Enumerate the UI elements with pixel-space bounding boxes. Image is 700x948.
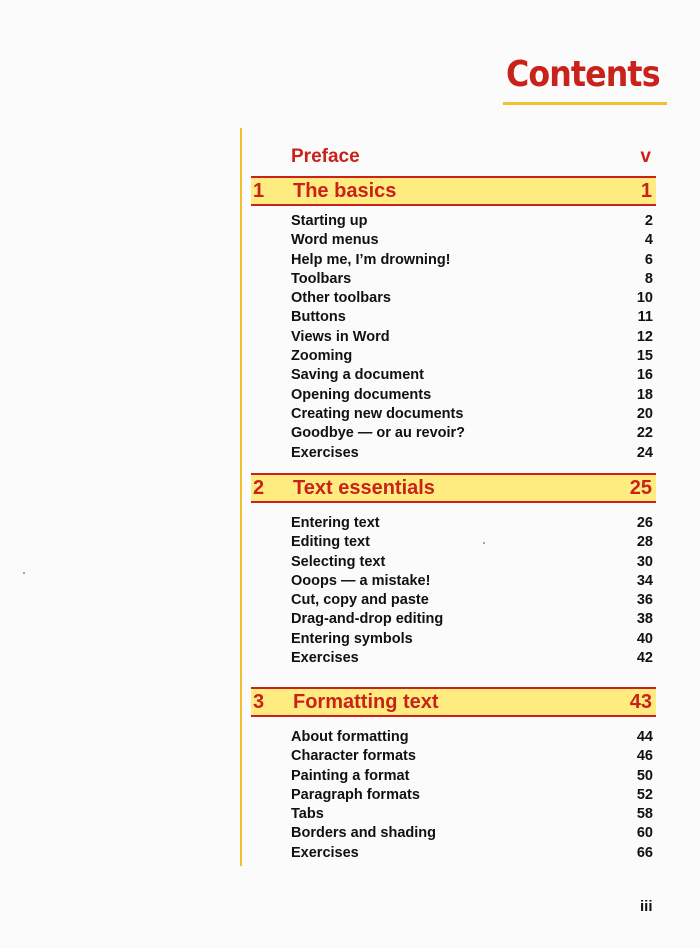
chapter-page: 25 [629,476,652,499]
entry-label: Creating new documents [291,405,464,422]
entry-label: Character formats [291,748,416,765]
entry-label: Other toolbars [291,290,391,307]
entry-label: Opening documents [291,386,432,403]
entry-page: 20 [636,405,653,422]
toc-entry[interactable] [291,251,653,270]
entry-label: Exercises [291,444,359,461]
entry-page: 44 [636,729,653,745]
entry-label: Entering symbols [291,630,413,647]
entry-page: 28 [636,534,653,551]
entry-label: Entering text [291,515,380,531]
entry-label: Help me, I’m drowning! [291,251,451,268]
toc-entry[interactable] [291,533,653,552]
toc-entry[interactable] [291,424,653,443]
entry-label: Zooming [291,348,353,365]
chapter-3-heading[interactable] [251,687,656,717]
toc-entry[interactable] [291,630,653,649]
entry-label: Exercises [291,650,359,667]
entry-page: 11 [637,309,653,326]
toc-entry[interactable] [291,805,653,824]
toc-entry[interactable] [291,728,653,747]
toc-entry[interactable] [291,844,653,863]
toc-entry[interactable] [291,308,653,327]
entry-label: Starting up [291,213,368,229]
entry-page: 46 [636,748,653,765]
paper-speck [483,542,485,544]
entry-label: Drag-and-drop editing [291,611,444,628]
chapter-1-entries [291,212,653,463]
entry-page: 66 [636,844,653,861]
entry-page: 52 [636,786,653,803]
entry-label: About formatting [291,729,409,745]
toc-entry[interactable] [291,514,653,533]
entry-page: 15 [636,348,653,365]
chapter-1-heading[interactable] [251,176,656,206]
entry-page: 24 [636,444,653,461]
toc-entry[interactable] [291,405,653,424]
chapter-page: 43 [629,690,652,713]
toc-entry[interactable] [291,289,653,308]
toc-entry[interactable] [291,328,653,347]
chapter-number: 3 [253,690,265,713]
toc-entry[interactable] [291,649,653,668]
toc-entry[interactable] [291,591,653,610]
entry-page: 40 [636,630,653,647]
entry-page: 26 [636,515,653,531]
page-number: iii [640,898,653,915]
entry-page: 38 [636,611,653,628]
toc-entry[interactable] [291,212,653,231]
entry-page: 58 [636,806,653,823]
entry-label: Editing text [291,534,370,551]
entry-page: 10 [636,290,653,307]
chapter-page: 1 [640,179,652,202]
margin-rule [240,128,242,866]
chapter-2-entries [291,514,653,668]
chapter-number: 1 [253,179,265,202]
entry-label: Paragraph formats [291,786,420,803]
entry-page: 34 [636,572,653,589]
toc-entry[interactable] [291,824,653,843]
entry-page: 4 [644,232,653,249]
entry-page: 50 [636,767,653,784]
entry-label: Exercises [291,844,359,861]
entry-page: 6 [644,251,653,268]
chapter-3-entries [291,728,653,863]
chapter-number: 2 [253,476,265,499]
entry-page: 30 [636,553,653,570]
entry-page: 16 [636,367,653,384]
entry-label: Borders and shading [291,825,437,842]
entry-label: Toolbars [291,270,352,287]
toc-entry[interactable] [291,553,653,572]
toc-entry[interactable] [291,386,653,405]
entry-page: 36 [636,592,653,609]
entry-page: 2 [644,213,653,229]
paper-speck [23,572,25,574]
preface-entry[interactable] [291,146,654,168]
toc-entry[interactable] [291,786,653,805]
entry-label: Tabs [291,806,324,823]
toc-entry[interactable] [291,231,653,250]
entry-label: Painting a format [291,767,410,784]
title-underline [503,102,667,105]
entry-page: 8 [644,270,653,287]
preface-page: v [640,146,651,167]
toc-entry[interactable] [291,366,653,385]
entry-label: Saving a document [291,367,424,384]
chapter-2-heading[interactable] [251,473,656,503]
entry-label: Views in Word [291,328,390,345]
chapter-title: The basics [293,179,397,202]
toc-entry[interactable] [291,572,653,591]
toc-entry[interactable] [291,347,653,366]
toc-entry[interactable] [291,444,653,463]
chapter-title: Formatting text [293,690,439,713]
entry-page: 42 [636,650,653,667]
preface-label: Preface [291,146,360,167]
entry-page: 18 [636,386,653,403]
entry-label: Goodbye — or au revoir? [291,425,466,442]
toc-entry[interactable] [291,767,653,786]
toc-entry[interactable] [291,610,653,629]
toc-entry[interactable] [291,270,653,289]
entry-label: Cut, copy and paste [291,592,429,609]
entry-label: Ooops — a mistake! [291,572,431,589]
entry-label: Word menus [291,232,379,249]
toc-entry[interactable] [291,747,653,766]
entry-page: 12 [636,328,653,345]
page-title: Contents [506,54,660,95]
entry-label: Buttons [291,309,346,326]
entry-page: 22 [636,425,653,442]
chapter-title: Text essentials [293,476,435,499]
entry-page: 60 [636,825,653,842]
entry-label: Selecting text [291,553,386,570]
